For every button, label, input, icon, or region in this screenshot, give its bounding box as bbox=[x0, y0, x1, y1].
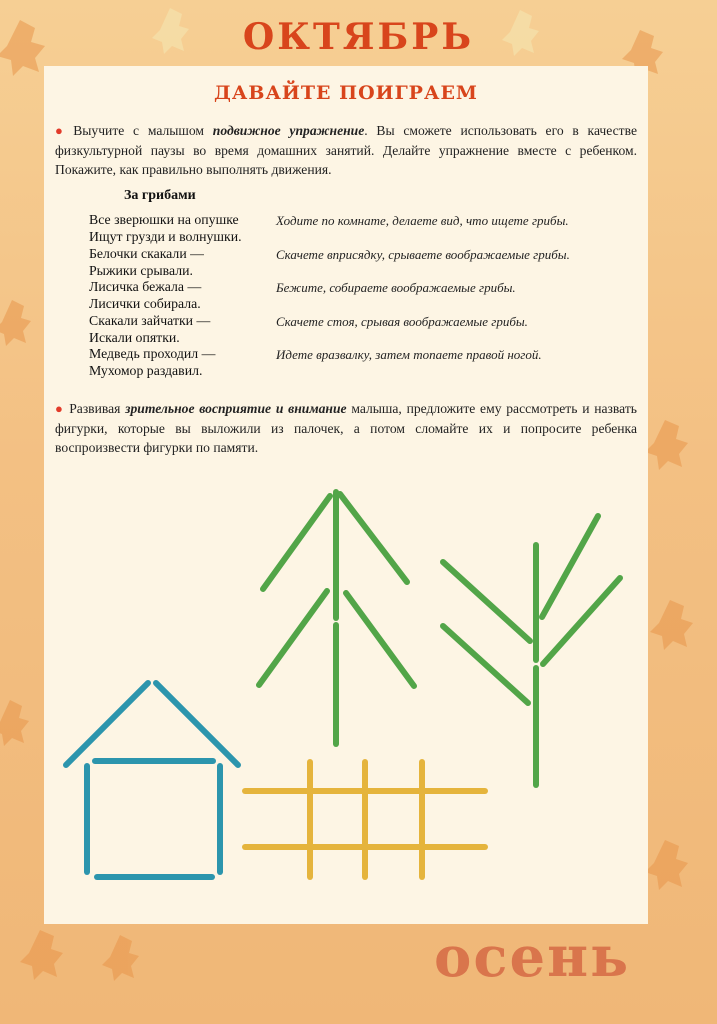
verse-line: Мухомор раздавил. bbox=[89, 363, 203, 378]
verse-line: Рыжики срывали. bbox=[89, 263, 193, 278]
verse-line: Лисички собирала. bbox=[89, 296, 201, 311]
stick bbox=[259, 591, 327, 685]
verse-line: Все зверюшки на опушке bbox=[89, 212, 239, 227]
bare-tree-figure bbox=[443, 516, 620, 785]
task-text-start: Развивая bbox=[69, 401, 126, 416]
verse-line: Лисичка бежала — bbox=[89, 279, 202, 294]
bullet-icon: ● bbox=[55, 123, 69, 138]
stick bbox=[346, 593, 414, 686]
action-text: Бежите, собираете воображаемые грибы. bbox=[276, 280, 516, 295]
section-title: ДАВАЙТЕ ПОИГРАЕМ bbox=[214, 82, 478, 104]
month-title: ОКТЯБРЬ bbox=[242, 16, 475, 58]
task-emphasis: зрительное восприятие и внимание bbox=[125, 401, 347, 416]
intro-text-end: . Вы сможете использовать его в качестве физкультурной паузы во время домашних занятий. Делайте упражнение вместе с ребенком. Покажите, как правильно выполнять движения. bbox=[55, 123, 637, 177]
intro-emphasis: подвижное упражнение bbox=[212, 123, 365, 138]
stick bbox=[340, 494, 407, 582]
fence-figure bbox=[245, 762, 485, 877]
action-text: Идете вразвалку, затем топаете правой ногой. bbox=[276, 347, 542, 362]
spruce-figure bbox=[259, 492, 414, 744]
poem-title: За грибами bbox=[124, 188, 196, 203]
stick bbox=[443, 626, 528, 703]
intro-text-start: Выучите с малышом bbox=[73, 123, 213, 138]
season-title: осень bbox=[434, 924, 631, 990]
house-figure bbox=[66, 683, 238, 877]
task-text-end: малыша, предложите ему рассмотреть и назвать фигурки, которые вы выложили из палочек, а потом сломайте их и попросите ребенка воспроизвести фигурки по памяти. bbox=[55, 401, 637, 455]
stick bbox=[156, 683, 238, 765]
action-text: Ходите по комнате, делаете вид, что ищете грибы. bbox=[276, 213, 569, 228]
verse-line: Искали опятки. bbox=[89, 330, 180, 345]
stick bbox=[263, 496, 330, 589]
action-text: Скачете вприсядку, срываете воображаемые грибы. bbox=[276, 247, 570, 262]
verse-line: Медведь проходил — bbox=[89, 346, 216, 361]
verse-line: Ищут грузди и волнушки. bbox=[89, 229, 242, 244]
verse-line: Белочки скакали — bbox=[89, 246, 204, 261]
action-text: Скачете стоя, срывая воображаемые грибы. bbox=[276, 314, 528, 329]
stick bbox=[443, 562, 530, 641]
bullet-icon: ● bbox=[55, 401, 65, 416]
verse-line: Скакали зайчатки — bbox=[89, 313, 211, 328]
stick bbox=[542, 516, 598, 617]
stick bbox=[66, 683, 148, 765]
